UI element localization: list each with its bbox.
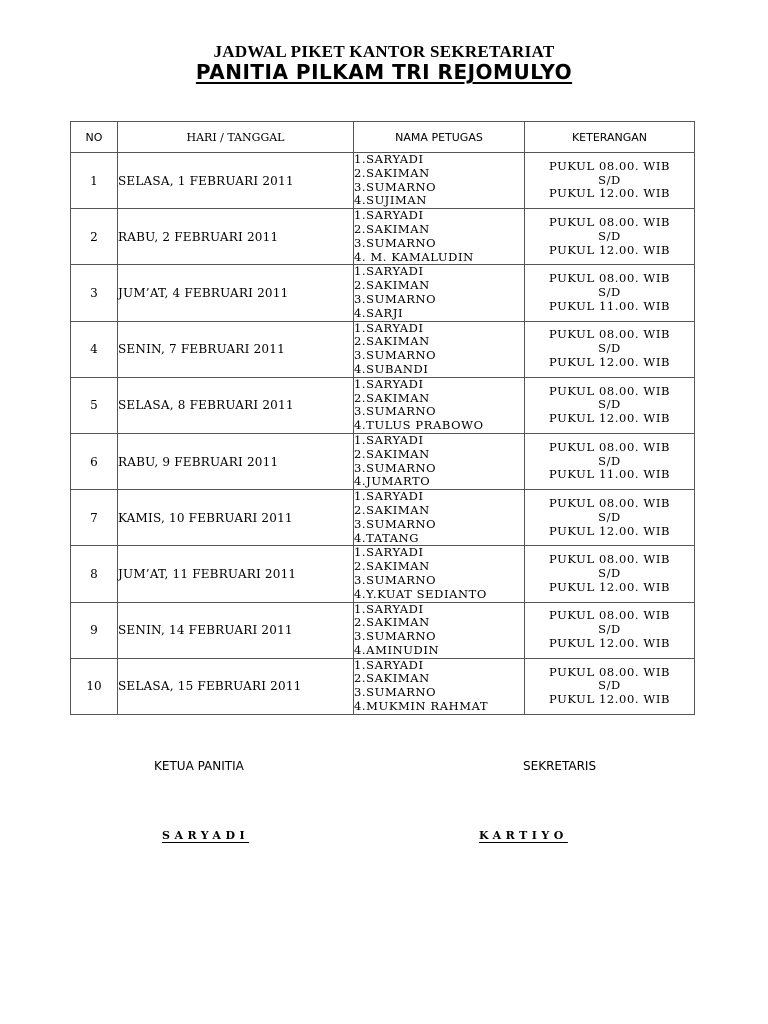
table-row [71,658,695,714]
officer-name: 3.SUMARNO [354,348,437,363]
officer-name: 2.SAKIMAN [354,559,430,574]
row-number: 9 [71,602,118,658]
remark-line: S/D [598,453,621,468]
officer-name: 3.SUMARNO [354,685,437,700]
row-remarks [525,658,695,714]
row-number: 7 [71,490,118,546]
officer-name: 2.SAKIMAN [354,334,430,349]
remark-line: S/D [598,285,621,300]
table-row [71,546,695,602]
officer-name: 3.SUMARNO [354,516,437,531]
officer-name: 1.SARYADI [354,152,424,166]
row-number: 6 [71,433,118,489]
officer-name: 4. M. KAMALUDIN [354,249,474,264]
schedule-table [70,121,695,715]
remark-line: PUKUL 11.00. WIB [548,467,671,482]
officer-name: 1.SARYADI [354,601,424,616]
remark-line: PUKUL 12.00. WIB [548,523,671,538]
row-number: 1 [71,153,118,209]
row-number: 3 [71,265,118,321]
row-remarks [525,546,695,602]
remark-line: PUKUL 12.00. WIB [548,635,671,650]
row-remarks [525,377,695,433]
row-remarks [525,602,695,658]
row-officers [354,209,525,265]
officer-name: 2.SAKIMAN [354,615,430,630]
remark-line: S/D [598,172,621,187]
officer-name: 4.AMINUDIN [354,642,440,657]
column-header-hari: HARI / TANGGAL [118,122,354,153]
row-officers [354,153,525,209]
remark-line: PUKUL 08.00. WIB [548,215,671,230]
officer-name: 1.SARYADI [354,432,424,447]
officer-name: 2.SAKIMAN [354,502,430,517]
row-officers [354,321,525,377]
row-day-date: KAMIS, 10 FEBRUARI 2011 [118,490,354,546]
row-remarks [525,265,695,321]
officer-name: 2.SAKIMAN [354,390,430,405]
remark-line: S/D [598,566,621,580]
officer-name: 3.SUMARNO [354,179,437,194]
table-body [71,153,695,715]
remark-line: S/D [598,622,621,637]
officer-name: 1.SARYADI [354,376,424,391]
table-row [71,602,695,658]
row-officers [354,265,525,321]
officer-name: 2.SAKIMAN [354,165,430,180]
row-day-date: SENIN, 14 FEBRUARI 2011 [118,602,354,658]
officer-name: 3.SUMARNO [354,291,437,306]
right-signature-label: SEKRETARIS [523,759,597,773]
row-remarks [525,321,695,377]
document-title: JADWAL PIKET KANTOR SEKRETARIAT [213,42,555,61]
officer-name: 4.MUKMIN RAHMAT [354,699,489,714]
left-signature-name: SARYADI [162,829,250,842]
officer-name: 1.SARYADI [354,657,424,672]
remark-line: PUKUL 08.00. WIB [548,327,671,342]
row-officers [354,377,525,433]
column-header-petugas: NAMA PETUGAS [354,122,525,153]
remark-line: PUKUL 12.00. WIB [548,411,671,426]
remark-line: PUKUL 08.00. WIB [548,664,671,679]
right-signature-name: KARTIYO [479,829,568,842]
remark-line: PUKUL 08.00. WIB [548,552,671,567]
row-officers [354,658,525,714]
remark-line: PUKUL 11.00. WIB [548,298,671,313]
officer-name: 1.SARYADI [354,264,424,279]
remark-line: S/D [598,397,621,412]
officer-name: 1.SARYADI [354,208,424,223]
table-row [71,209,695,265]
remark-line: PUKUL 08.00. WIB [548,608,671,623]
left-signature-label: KETUA PANITIA [154,759,244,773]
table-row [71,433,695,489]
officer-name: 4.SUJIMAN [354,193,427,208]
row-day-date: SELASA, 1 FEBRUARI 2011 [118,153,354,209]
table-row [71,321,695,377]
remark-line: PUKUL 12.00. WIB [548,242,671,257]
officer-name: 3.SUMARNO [354,629,437,644]
remark-line: PUKUL 08.00. WIB [548,271,671,286]
remark-line: PUKUL 12.00. WIB [548,692,671,707]
row-number: 10 [71,658,118,714]
remark-line: PUKUL 12.00. WIB [548,355,671,370]
remark-line: PUKUL 08.00. WIB [548,158,671,173]
officer-name: 3.SUMARNO [354,460,437,475]
remark-line: PUKUL 08.00. WIB [548,383,671,398]
row-number: 5 [71,377,118,433]
table-row [71,153,695,209]
row-remarks [525,490,695,546]
row-officers [354,602,525,658]
remark-line: PUKUL 08.00. WIB [548,496,671,511]
column-header-no: NO [71,122,118,153]
remark-line: S/D [598,509,621,524]
officer-name: 2.SAKIMAN [354,446,430,461]
row-day-date: RABU, 9 FEBRUARI 2011 [118,433,354,489]
officer-name: 4.JUMARTO [354,474,431,489]
remark-line: S/D [598,678,621,693]
row-day-date: JUM’AT, 4 FEBRUARI 2011 [118,265,354,321]
document-subtitle: PANITIA PILKAM TRI REJOMULYO [195,60,573,84]
row-remarks [525,209,695,265]
row-officers [354,546,525,602]
row-day-date: JUM’AT, 11 FEBRUARI 2011 [118,546,354,602]
remark-line: S/D [598,341,621,356]
table-row [71,490,695,546]
table-header-row [71,122,695,153]
row-day-date: SENIN, 7 FEBRUARI 2011 [118,321,354,377]
table-row [71,377,695,433]
officer-name: 4.SARJI [354,305,404,320]
officer-name: 4.SUBANDI [354,361,429,376]
officer-name: 1.SARYADI [354,489,424,504]
row-number: 4 [71,321,118,377]
officer-name: 2.SAKIMAN [354,221,430,236]
remark-line: PUKUL 08.00. WIB [548,439,671,454]
row-number: 8 [71,546,118,602]
table-row [71,265,695,321]
row-number: 2 [71,209,118,265]
officer-name: 3.SUMARNO [354,235,437,250]
officer-name: 4.Y.KUAT SEDIANTO [354,586,487,601]
remark-line: PUKUL 12.00. WIB [548,579,671,594]
officer-name: 1.SARYADI [354,320,424,335]
remark-line: PUKUL 12.00. WIB [548,186,671,201]
row-day-date: RABU, 2 FEBRUARI 2011 [118,209,354,265]
officer-name: 2.SAKIMAN [354,671,430,686]
officer-name: 4.TULUS PRABOWO [354,418,484,433]
officer-name: 2.SAKIMAN [354,278,430,293]
row-remarks [525,153,695,209]
officer-name: 3.SUMARNO [354,404,437,419]
remark-line: S/D [598,228,621,243]
officer-name: 3.SUMARNO [354,572,437,587]
column-header-keterangan: KETERANGAN [525,122,695,153]
row-officers [354,433,525,489]
officer-name: 1.SARYADI [354,545,424,560]
row-day-date: SELASA, 15 FEBRUARI 2011 [118,658,354,714]
row-day-date: SELASA, 8 FEBRUARI 2011 [118,377,354,433]
document-subtitle-wrap [0,60,768,84]
row-remarks [525,433,695,489]
row-officers [354,490,525,546]
officer-name: 4.TATANG [354,530,420,545]
